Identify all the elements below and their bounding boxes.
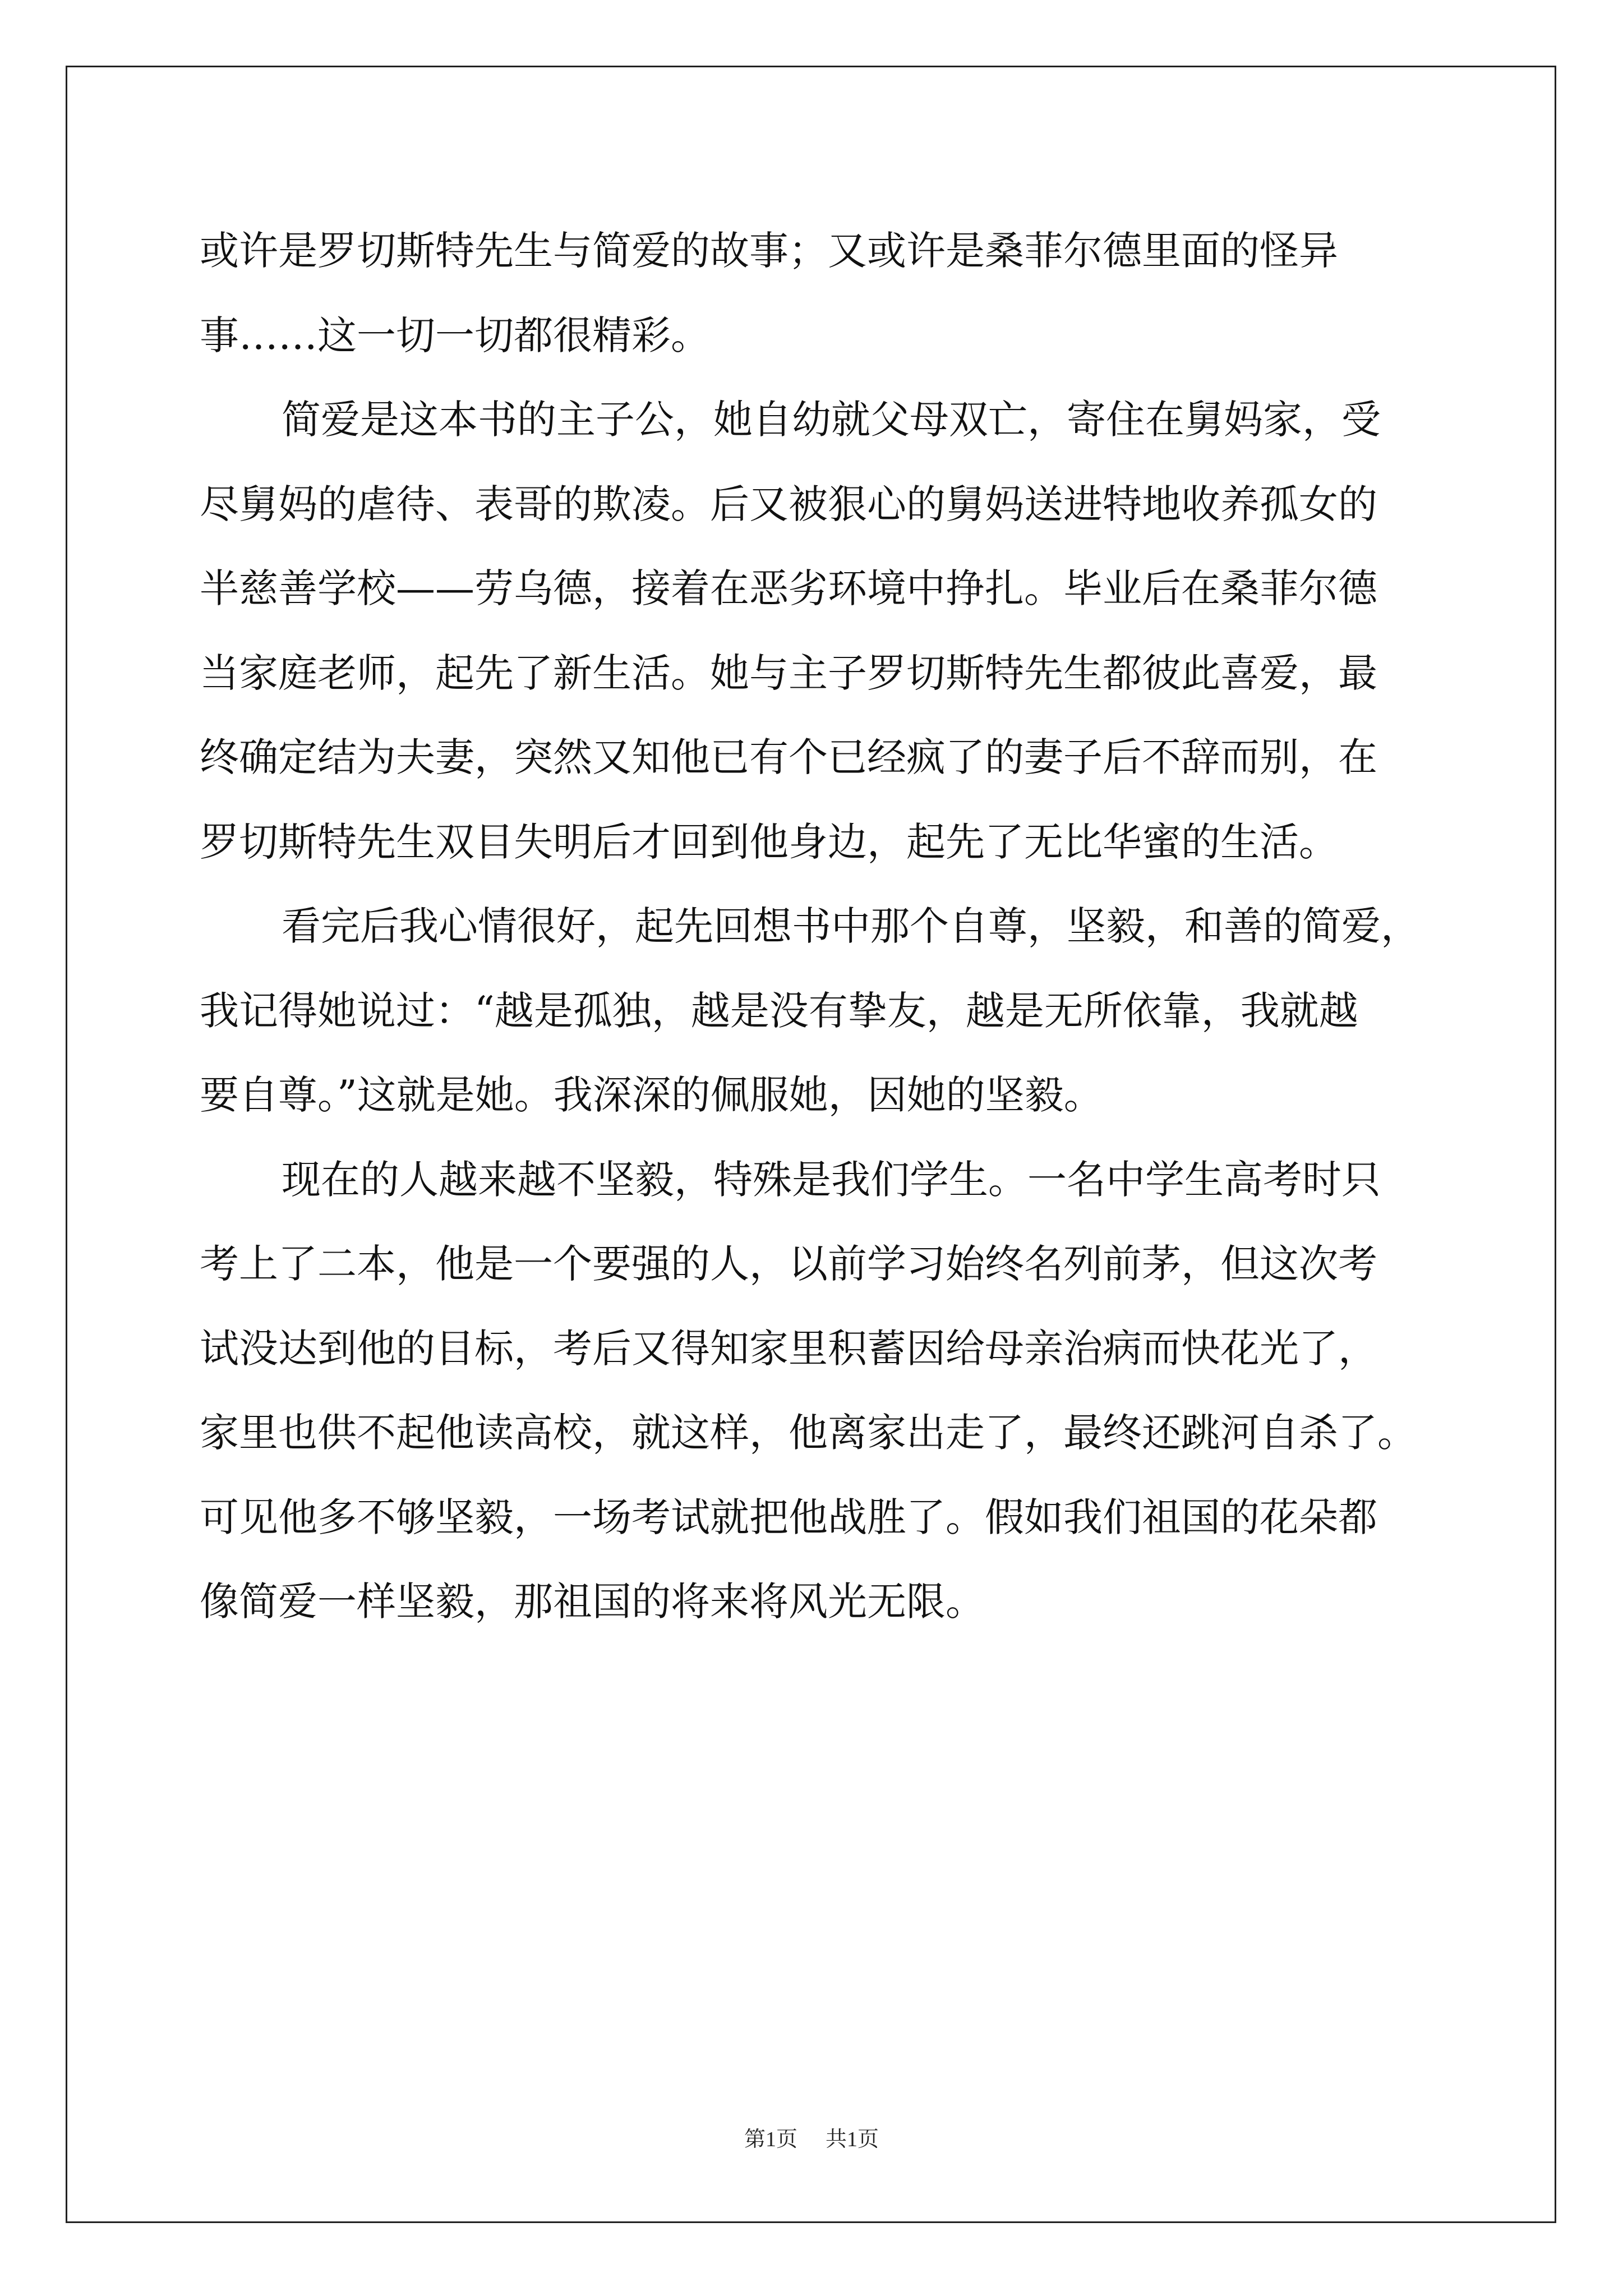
text-line: 终确定结为夫妻，突然又知他已有个已经疯了的妻子后不辞而别，在 (200, 734, 1377, 780)
text-line: 当家庭老师，起先了新生活。她与主子罗切斯特先生都彼此喜爱，最 (200, 650, 1377, 696)
text-line: 我记得她说过：“越是孤独，越是没有挚友，越是无所依靠，我就越 (200, 987, 1358, 1034)
text-line: 或许是罗切斯特先生与简爱的故事；又或许是桑菲尔德里面的怪异 (200, 228, 1338, 274)
page-number: 第1页 (744, 2128, 797, 2151)
text-line: 家里也供不起他读高校，就这样，他离家出走了，最终还跳河自杀了。 (200, 1410, 1417, 1456)
paragraph-start-line: 现在的人越来越不坚毅，特殊是我们学生。一名中学生高考时只 (282, 1156, 1381, 1203)
text-line: 要自尊。”这就是她。我深深的佩服她，因她的坚毅。 (200, 1072, 1103, 1118)
paragraph-start-line: 看完后我心情很好，起先回想书中那个自尊，坚毅，和善的简爱， (282, 903, 1420, 949)
page-total: 共1页 (826, 2128, 879, 2151)
text-line: 可见他多不够坚毅，一场考试就把他战胜了。假如我们祖国的花朵都 (200, 1494, 1377, 1540)
text-line: 尽舅妈的虐待、表哥的欺凌。后又被狠心的舅妈送进特地收养孤女的 (200, 481, 1377, 527)
text-line: 半慈善学校——劳乌德，接着在恶劣环境中挣扎。毕业后在桑菲尔德 (200, 565, 1377, 611)
document-body (200, 209, 1456, 1644)
text-line: 像简爱一样坚毅，那祖国的将来将风光无限。 (200, 1579, 985, 1625)
page-footer (0, 2122, 1623, 2152)
paragraph-start-line: 简爱是这本书的主子公，她自幼就父母双亡，寄住在舅妈家，受 (282, 397, 1381, 443)
text-line: 试没达到他的目标，考后又得知家里积蓄因给母亲治病而快花光了， (200, 1325, 1377, 1372)
text-line: 考上了二本，他是一个要强的人，以前学习始终名列前茅，但这次考 (200, 1241, 1377, 1287)
text-line: 事……这一切一切都很精彩。 (200, 312, 710, 358)
text-line: 罗切斯特先生双目失明后才回到他身边，起先了无比华蜜的生活。 (200, 818, 1338, 865)
